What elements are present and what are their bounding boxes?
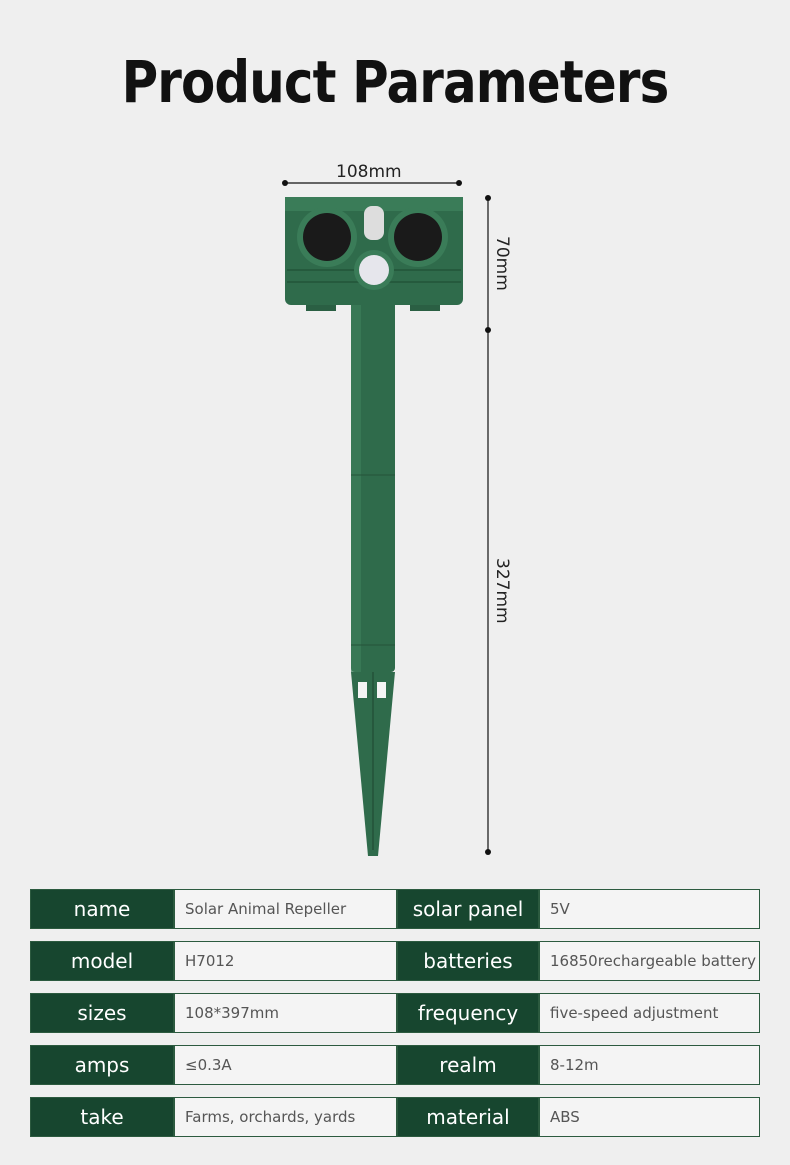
spec-label: realm xyxy=(397,1045,539,1085)
spec-table xyxy=(30,889,760,1149)
table-row xyxy=(30,941,760,981)
spec-value: Farms, orchards, yards xyxy=(174,1097,397,1137)
stake-length-label: 327mm xyxy=(492,558,512,624)
spec-value: Solar Animal Repeller xyxy=(174,889,397,929)
spec-value: ABS xyxy=(539,1097,760,1137)
stake xyxy=(351,300,395,856)
spec-label: name xyxy=(30,889,174,929)
table-row xyxy=(30,1045,760,1085)
page-title: Product Parameters xyxy=(121,48,669,116)
spec-label: frequency xyxy=(397,993,539,1033)
repeller-head xyxy=(285,197,463,311)
spec-value: 8-12m xyxy=(539,1045,760,1085)
spec-label: sizes xyxy=(30,993,174,1033)
spec-label: material xyxy=(397,1097,539,1137)
head-height-label: 70mm xyxy=(492,236,512,291)
spec-label: batteries xyxy=(397,941,539,981)
spec-label: solar panel xyxy=(397,889,539,929)
spec-value: 108*397mm xyxy=(174,993,397,1033)
spec-value: ≤0.3A xyxy=(174,1045,397,1085)
spec-value: 5V xyxy=(539,889,760,929)
spec-label: take xyxy=(30,1097,174,1137)
spec-value: five-speed adjustment xyxy=(539,993,760,1033)
table-row xyxy=(30,1097,760,1137)
spec-value: 16850rechargeable battery xyxy=(539,941,760,981)
spec-value: H7012 xyxy=(174,941,397,981)
spec-label: model xyxy=(30,941,174,981)
spec-label: amps xyxy=(30,1045,174,1085)
table-row xyxy=(30,889,760,929)
table-row xyxy=(30,993,760,1033)
height-dimension-line xyxy=(485,195,491,855)
width-label: 108mm xyxy=(336,162,402,182)
